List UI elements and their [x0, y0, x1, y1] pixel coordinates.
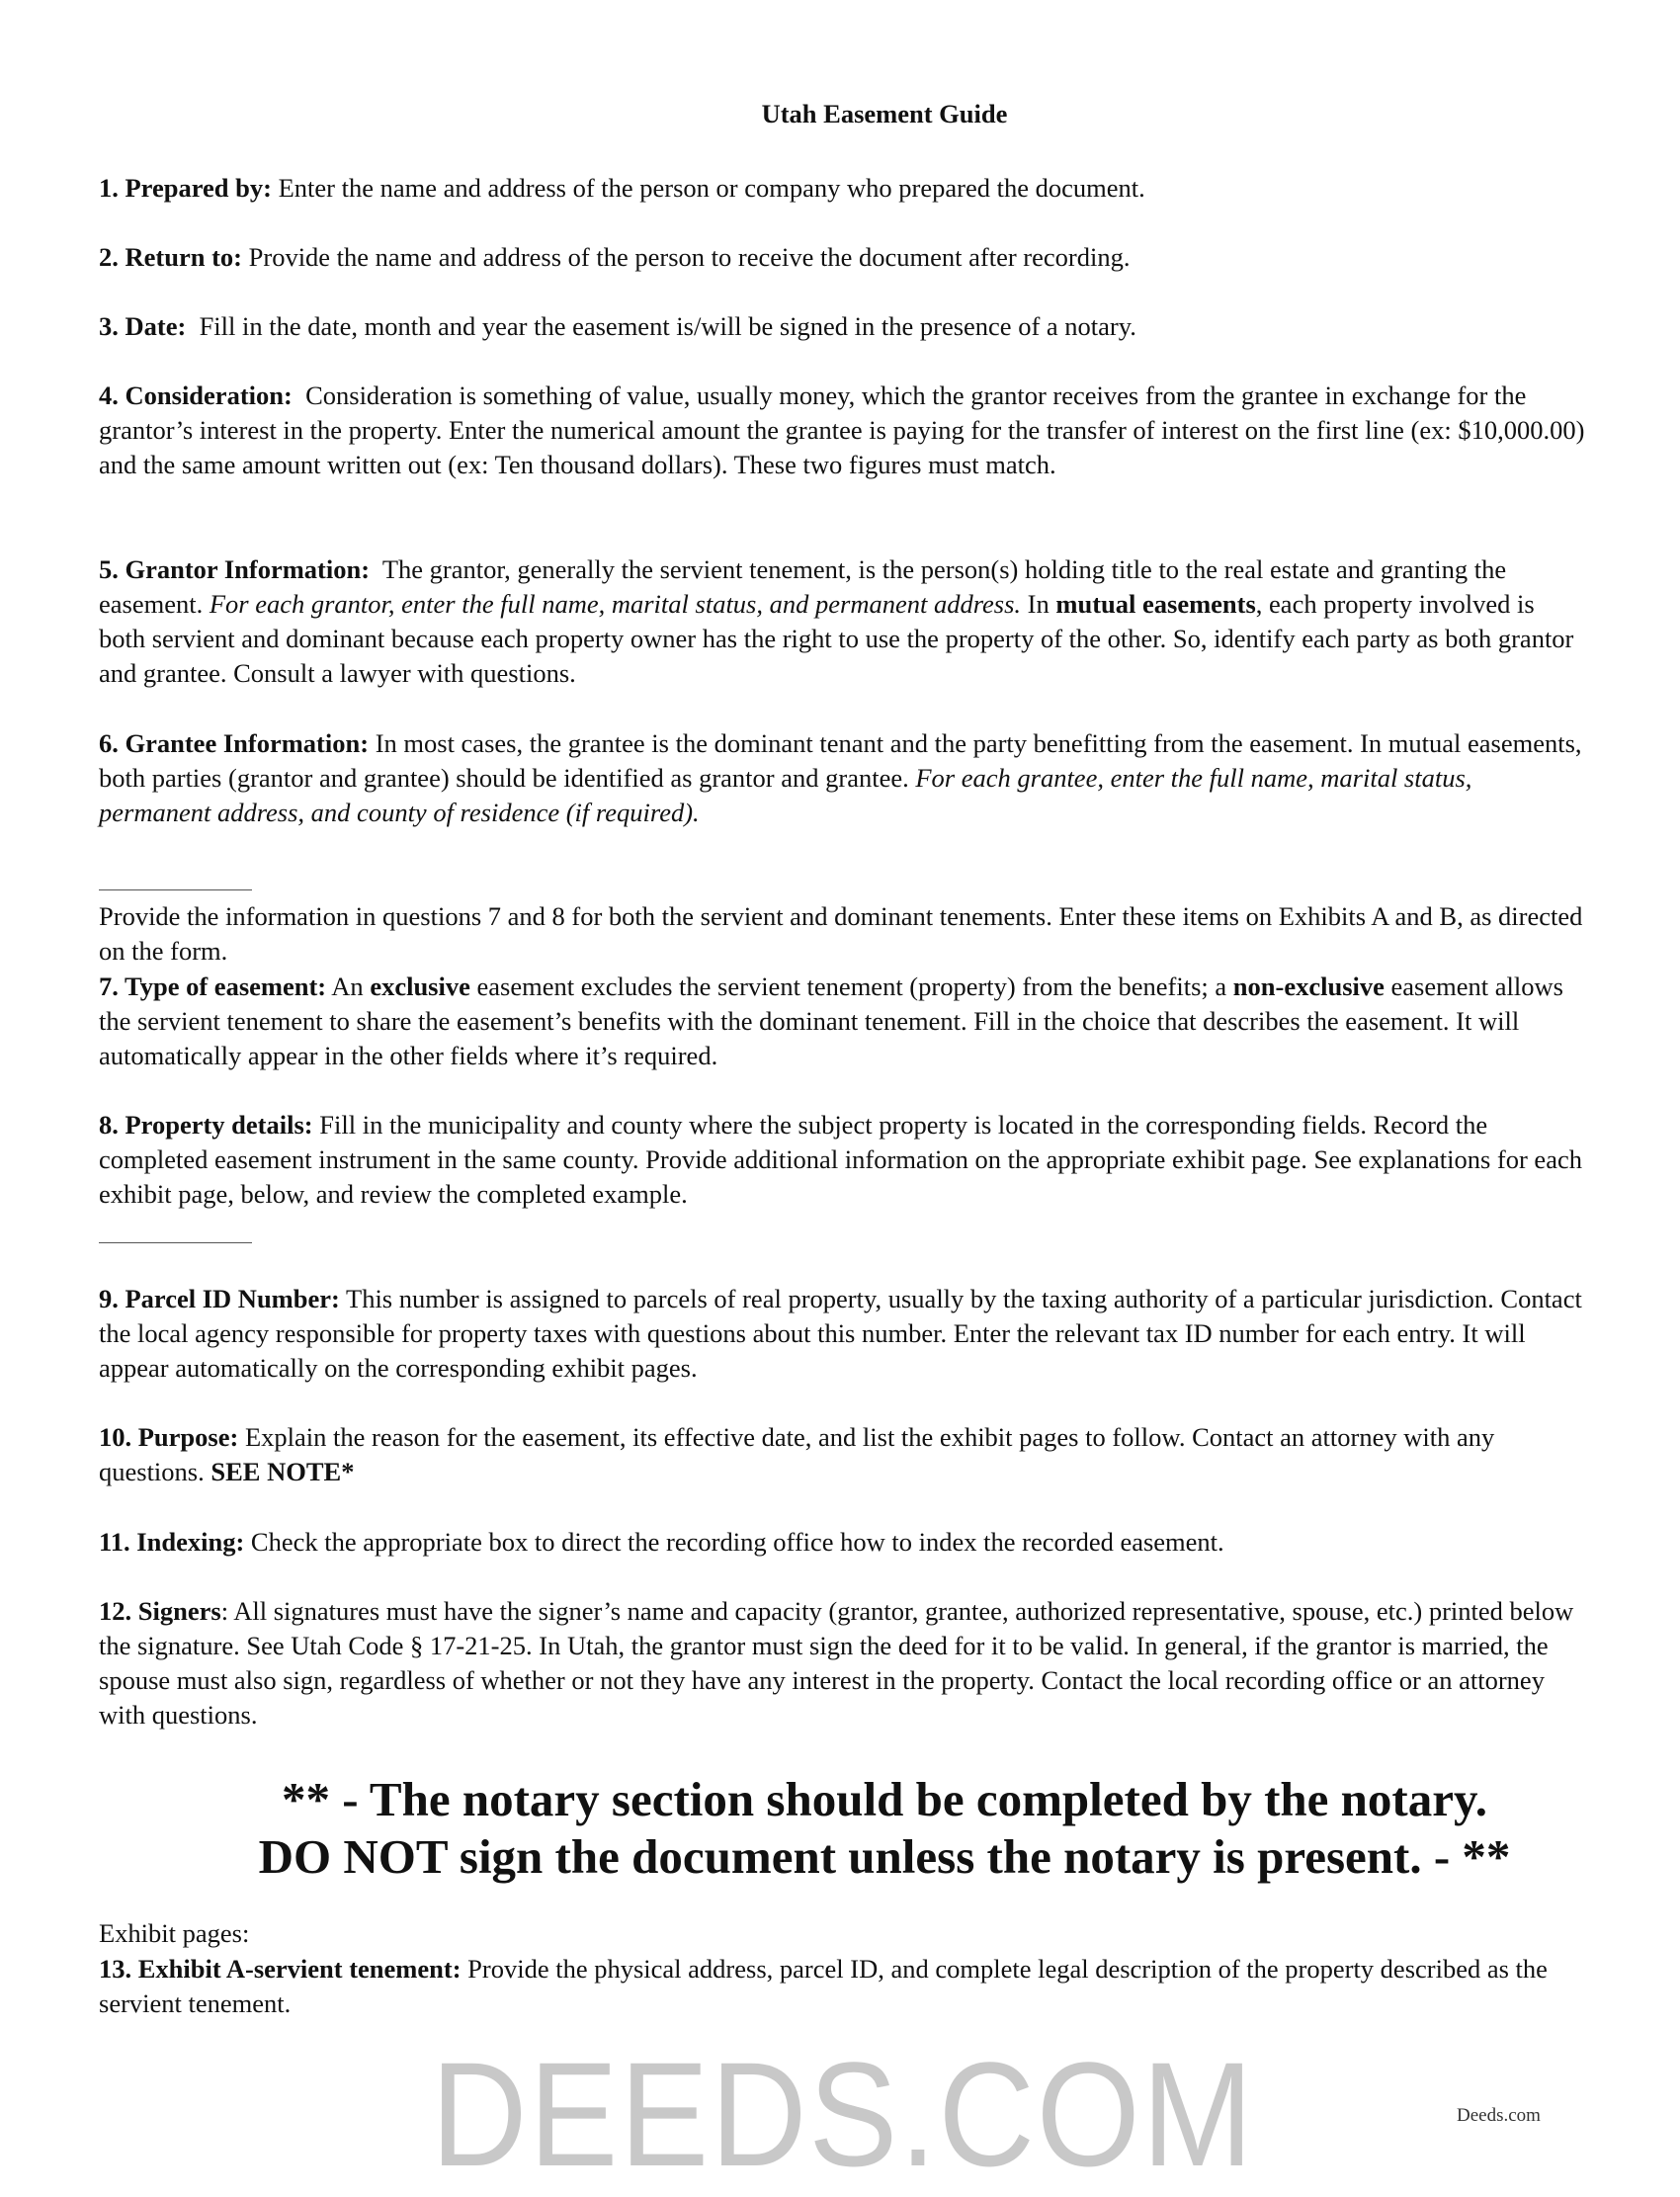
item-label: 6. Grantee Information:: [99, 728, 370, 758]
item-type-of-easement: [99, 970, 1586, 1073]
item-text: An: [326, 972, 371, 1001]
item-purpose: [99, 1420, 1586, 1489]
item-text: In: [1021, 589, 1056, 619]
item-consideration: [99, 379, 1592, 482]
item-text: Provide the name and address of the person to receive the document after recording.: [242, 242, 1131, 272]
item-text: easement allows the servient tenement to share the easement’s benefits with the dominant tenement. Fill in the choice that describes the easement. It will automatically appear in the other fields where it’s required.: [99, 972, 1563, 1070]
item-label: 5. Grantor Information:: [99, 554, 371, 584]
item-text: The grantor, generally the servient tenement, is the person(s) holding title to the real estate and granting the easement.: [99, 554, 1513, 619]
item-label: 1. Prepared by:: [99, 173, 272, 203]
item-label: 4. Consideration:: [99, 380, 293, 410]
document-title: Utah Easement Guide: [761, 99, 1008, 128]
note-items-7-8: Provide the information in questions 7 and 8 for both the servient and dominant tenements. Enter these items on Exhibits A and B, as directed on the form.: [99, 901, 1583, 966]
notary-warning: [0, 1771, 1680, 1886]
item-text: Fill in the municipality and county where the subject property is located in the corresponding fields. Record the completed easement instrument in the same county. Provide additional information on the appropriate exhibit page. See explanations for each exhibit page, below, and review the completed example.: [99, 1110, 1582, 1209]
item-label: 8. Property details:: [99, 1110, 313, 1140]
item-exhibit-a: [99, 1952, 1586, 2021]
footer-brand: Deeds.com: [1457, 2105, 1541, 2126]
item-indexing: [99, 1525, 1586, 1560]
item-bold: non-exclusive: [1232, 972, 1385, 1001]
item-text: Check the appropriate box to direct the recording office how to index the recorded easement.: [244, 1527, 1224, 1557]
item-signers: [99, 1594, 1586, 1732]
item-parcel-id: [99, 1282, 1586, 1386]
item-text: Provide the physical address, parcel ID, and complete legal description of the property described as the servient tenement.: [99, 1954, 1548, 2018]
item-date: [99, 309, 1586, 344]
item-text: This number is assigned to parcels of real property, usually by the taxing authority of a particular jurisdiction. Contact the local agency responsible for property taxes with questions about this number. Enter the relevant tax ID number for each entry. It will appear automatically on the corresponding exhibit pages.: [99, 1284, 1582, 1383]
item-label: 12. Signers: [99, 1596, 221, 1626]
divider: [99, 1242, 252, 1243]
item-label: 11. Indexing:: [99, 1527, 245, 1557]
item-italic: For each grantee, enter the full name, marital status, permanent address, and county of residence (if required).: [99, 763, 1472, 827]
item-property-details: [99, 1108, 1586, 1212]
exhibit-pages-heading: Exhibit pages:: [99, 1918, 250, 1948]
item-text: : All signatures must have the signer’s name and capacity (grantor, grantee, authorized representative, spouse, etc.) printed below the signature. See Utah Code § 17-21-25. In Utah, the grantor must sign the deed for it to be valid. In general, if the grantor is married, the spouse must also sign, regardless of whether or not they have any interest in the property. Contact the local recording office or an attorney with questions.: [99, 1596, 1574, 1730]
item-grantee-information: [99, 726, 1586, 830]
item-text: Explain the reason for the easement, its effective date, and list the exhibit pages to follow. Contact an attorney with any questions.: [99, 1422, 1501, 1486]
item-label: 3. Date:: [99, 311, 187, 341]
item-bold: mutual easements: [1055, 589, 1256, 619]
item-label: 13. Exhibit A-servient tenement:: [99, 1954, 462, 1984]
item-text: Enter the name and address of the person or company who prepared the document.: [271, 173, 1145, 203]
item-text: , each property involved is both servient and dominant because each property owner has the right to use the property of the other. So, identify each party as both grantor and grantee. Consult a lawyer with questions.: [99, 589, 1574, 688]
item-label: 10. Purpose:: [99, 1422, 239, 1452]
item-label: 7. Type of easement:: [99, 972, 327, 1001]
item-return-to: [99, 240, 1586, 275]
item-text: Consideration is something of value, usually money, which the grantor receives from the grantee in exchange for the grantor’s interest in the property. Enter the numerical amount the grantee is paying for the transfer of interest on the first line (ex: $10,000.00) and the same amount written out (ex: Ten thousand dollars). These two figures must match.: [99, 380, 1592, 479]
notary-warning-line2: DO NOT sign the document unless the notary is present. - **: [258, 1829, 1511, 1884]
item-text: In most cases, the grantee is the dominant tenant and the party benefitting from the easement. In mutual easements, both parties (grantor and grantee) should be identified as grantor and grantee.: [99, 728, 1582, 793]
item-text: Fill in the date, month and year the easement is/will be signed in the presence of a notary.: [186, 311, 1136, 341]
item-prepared-by: [99, 171, 1586, 206]
item-label: 9. Parcel ID Number:: [99, 1284, 340, 1313]
deeds-watermark-logo: DEEDS.COM: [431, 2031, 1255, 2197]
item-italic: For each grantor, enter the full name, marital status, and permanent address.: [209, 589, 1022, 619]
item-grantor-information: [99, 552, 1586, 691]
item-text: easement excludes the servient tenement (property) from the benefits; a: [469, 972, 1233, 1001]
item-bold: SEE NOTE*: [210, 1457, 355, 1486]
item-bold: exclusive: [370, 972, 470, 1001]
divider: [99, 889, 252, 890]
item-label: 2. Return to:: [99, 242, 242, 272]
notary-warning-line1: ** - The notary section should be completed by the notary.: [281, 1772, 1488, 1826]
